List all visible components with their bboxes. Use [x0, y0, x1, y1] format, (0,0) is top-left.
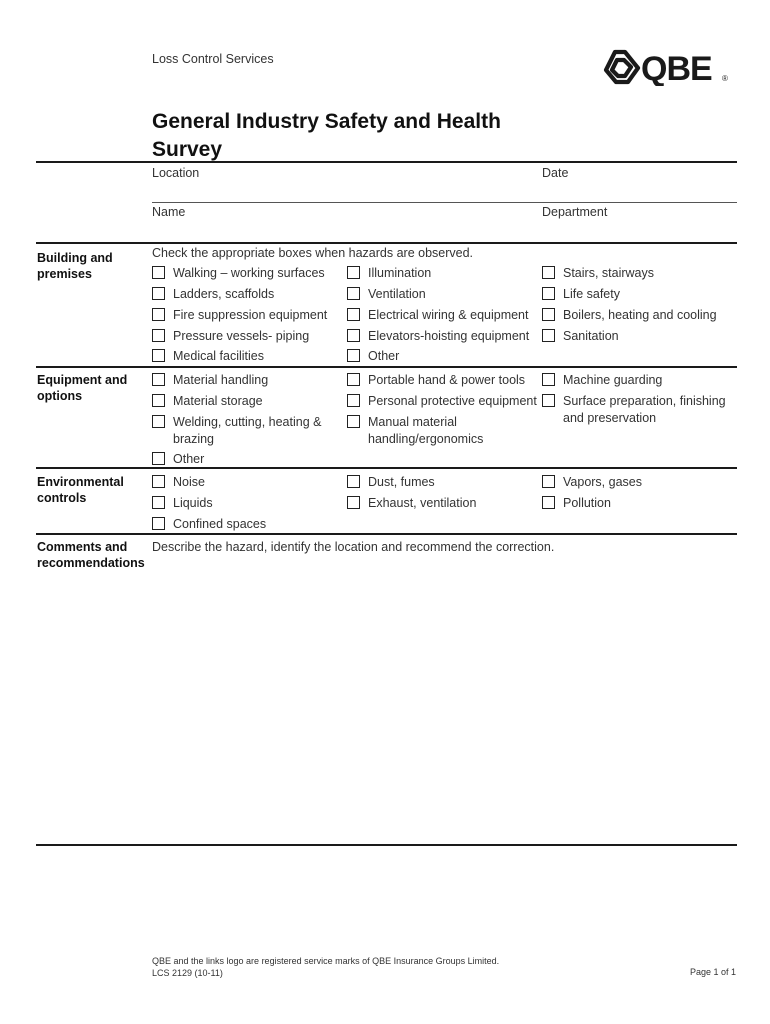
- checkbox-dust-fumes[interactable]: Dust, fumes: [347, 474, 435, 491]
- checkbox-box[interactable]: [542, 308, 555, 321]
- checkbox-box[interactable]: [347, 373, 360, 386]
- checkbox-box[interactable]: [152, 308, 165, 321]
- checkbox-machine-guarding[interactable]: Machine guarding: [542, 372, 662, 389]
- checkbox-box[interactable]: [152, 266, 165, 279]
- checkbox-illumination[interactable]: Illumination: [347, 265, 431, 282]
- checkbox-walking-surfaces[interactable]: Walking – working surfaces: [152, 265, 325, 282]
- checkbox-box[interactable]: [347, 287, 360, 300]
- footer-note: [152, 955, 499, 979]
- checkbox-box[interactable]: [347, 475, 360, 488]
- checkbox-exhaust[interactable]: Exhaust, ventilation: [347, 495, 476, 512]
- checkbox-box[interactable]: [152, 349, 165, 362]
- qbe-logo-text: QBE: [641, 50, 712, 86]
- checkbox-box[interactable]: [152, 415, 165, 428]
- equipment-divider: [36, 366, 737, 368]
- checkbox-stairs[interactable]: Stairs, stairways: [542, 265, 654, 282]
- checkbox-box[interactable]: [152, 329, 165, 342]
- checkbox-box[interactable]: [152, 496, 165, 509]
- checkbox-box[interactable]: [542, 496, 555, 509]
- checkbox-surface-prep[interactable]: Surface preparation, finishing and preservation: [542, 393, 732, 427]
- checkbox-noise[interactable]: Noise: [152, 474, 205, 491]
- comments-intro: Describe the hazard, identify the location and recommend the correction.: [152, 540, 555, 554]
- checkbox-welding[interactable]: Welding, cutting, heating & brazing: [152, 414, 332, 448]
- title-divider: [36, 161, 737, 163]
- qbe-logo: [603, 46, 733, 86]
- building-divider: [36, 242, 737, 244]
- checkbox-box[interactable]: [347, 496, 360, 509]
- checkbox-box[interactable]: [347, 308, 360, 321]
- environmental-divider: [36, 467, 737, 469]
- checkbox-box[interactable]: [542, 373, 555, 386]
- checkbox-manual-handling[interactable]: Manual material handling/ergonomics: [347, 414, 487, 448]
- checkbox-pressure-vessels[interactable]: Pressure vessels- piping: [152, 328, 309, 345]
- checkbox-box[interactable]: [152, 475, 165, 488]
- checkbox-elevators[interactable]: Elevators-hoisting equipment: [347, 328, 529, 345]
- building-intro: Check the appropriate boxes when hazards are observed.: [152, 246, 474, 260]
- checkbox-box[interactable]: [542, 329, 555, 342]
- checkbox-box[interactable]: [152, 287, 165, 300]
- comments-bottom-divider: [36, 844, 737, 846]
- building-section-label: Building and premises: [37, 251, 113, 281]
- name-label: Name: [152, 205, 186, 219]
- footer-form-number: LCS 2129 (10-11): [152, 968, 223, 978]
- checkbox-medical[interactable]: Medical facilities: [152, 348, 264, 365]
- checkbox-box[interactable]: [347, 266, 360, 279]
- department-label: Department: [542, 205, 608, 219]
- checkbox-box[interactable]: [347, 349, 360, 362]
- checkbox-box[interactable]: [542, 287, 555, 300]
- checkbox-material-handling[interactable]: Material handling: [152, 372, 268, 389]
- checkbox-box[interactable]: [347, 329, 360, 342]
- checkbox-electrical[interactable]: Electrical wiring & equipment: [347, 307, 529, 324]
- page-number: Page 1 of 1: [689, 967, 736, 977]
- checkbox-box[interactable]: [347, 415, 360, 428]
- checkbox-box[interactable]: [152, 517, 165, 530]
- checkbox-box[interactable]: [542, 266, 555, 279]
- checkbox-box[interactable]: [152, 452, 165, 465]
- equipment-section-label: Equipment and options: [37, 373, 128, 403]
- qbe-links-icon: [606, 52, 638, 82]
- checkbox-box[interactable]: [542, 475, 555, 488]
- checkbox-liquids[interactable]: Liquids: [152, 495, 213, 512]
- date-label: Date: [542, 166, 569, 180]
- header-department: Loss Control Services: [152, 52, 274, 66]
- registered-mark: ®: [722, 74, 728, 83]
- location-label: Location: [152, 166, 200, 180]
- checkbox-fire-suppression[interactable]: Fire suppression equipment: [152, 307, 327, 324]
- footer-trademark: QBE and the links logo are registered service marks of QBE Insurance Groups Limited.: [152, 956, 500, 966]
- checkbox-power-tools[interactable]: Portable hand & power tools: [347, 372, 525, 389]
- checkbox-vapors[interactable]: Vapors, gases: [542, 474, 642, 491]
- checkbox-box[interactable]: [152, 373, 165, 386]
- checkbox-ladders[interactable]: Ladders, scaffolds: [152, 286, 274, 303]
- checkbox-pollution[interactable]: Pollution: [542, 495, 611, 512]
- location-date-line[interactable]: [152, 202, 737, 203]
- checkbox-confined-spaces[interactable]: Confined spaces: [152, 516, 266, 533]
- checkbox-box[interactable]: [152, 394, 165, 407]
- environmental-section-label: Environmental controls: [37, 475, 124, 505]
- checkbox-life-safety[interactable]: Life safety: [542, 286, 620, 303]
- comments-divider: [36, 533, 737, 535]
- comments-section-label: Comments and recommendations: [37, 540, 145, 570]
- checkbox-ventilation[interactable]: Ventilation: [347, 286, 426, 303]
- checkbox-building-other[interactable]: Other: [347, 348, 399, 365]
- comments-area[interactable]: [152, 560, 737, 842]
- checkbox-box[interactable]: [347, 394, 360, 407]
- page-title: General Industry Safety and Health Survey: [152, 110, 501, 161]
- checkbox-equipment-other[interactable]: Other: [152, 451, 204, 468]
- checkbox-sanitation[interactable]: Sanitation: [542, 328, 619, 345]
- checkbox-box[interactable]: [542, 394, 555, 407]
- checkbox-boilers[interactable]: Boilers, heating and cooling: [542, 307, 717, 324]
- checkbox-ppe[interactable]: Personal protective equipment: [347, 393, 537, 410]
- checkbox-material-storage[interactable]: Material storage: [152, 393, 263, 410]
